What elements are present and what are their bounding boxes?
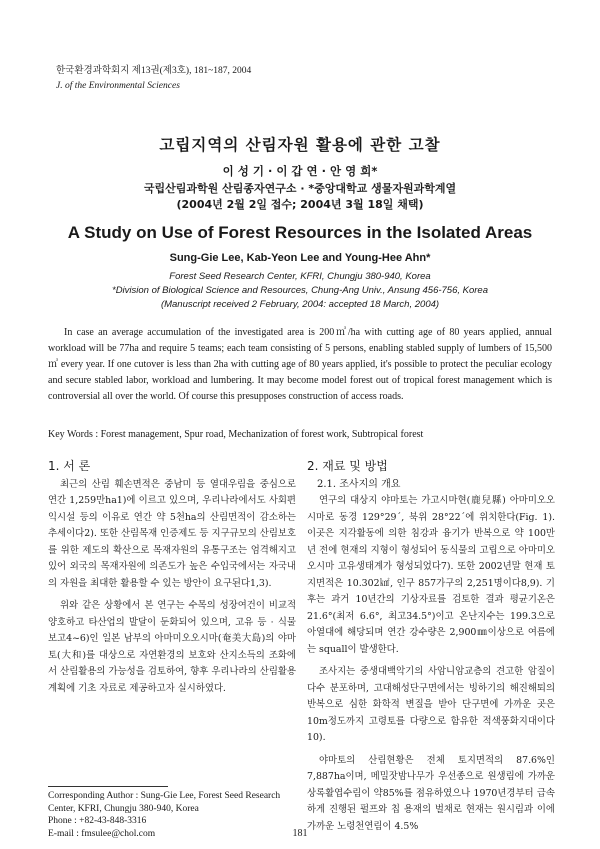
page-number: 181 (292, 828, 308, 839)
manuscript-dates-en: (Manuscript received 2 February, 2004: accepted 18 March, 2004) (160, 299, 440, 310)
footnote-line: Corresponding Author : Sung-Gie Lee, Forest Seed Research Center, KFRI, Chungju 380-940, Korea (48, 791, 281, 814)
intro-paragraph: 위와 같은 상황에서 본 연구는 수목의 성장여건이 비교적 양호하고 타산업의 발달이 둔화되어 있으며, 고유 등 · 식물 보고4~6)인 일본 남부의 아마미오오시마(奄美大島)의 야마토(大和)를 대상으로 자연환경의 보호와 산지소득의 조화에서 산림활용의 가능성을 검토하여, 향후 우리나라의 산림활용계획에 기초 자료로 제공하고자 실시하였다. (48, 600, 296, 694)
authors-kr: 이 성 기 · 이 갑 연 · 안 영 희* (222, 164, 378, 178)
affiliation-kr: 국립산림과학원 산림종자연구소 · *중앙대학교 생물자원과학계열 (143, 182, 457, 195)
footnote-line: E-mail : fmsulee@chol.com (48, 828, 156, 839)
authors-en: Sung-Gie Lee, Kab-Yeon Lee and Young-Hee Ahn* (169, 252, 431, 264)
methods-paragraph: 조사지는 중생대백악기의 사암니암교층의 견고한 암질이 다수 분포하며, 고대해성단구면에서는 빙하기의 해진해퇴의 반복으로 심한 화학적 변질을 받아 단구면에 가까운 곳은 10m정도까지 고령토를 다량으로 함유한 적색풍화지대이다10). (307, 666, 555, 743)
methods-paragraph: 야마토의 산림현황은 전체 토지면적의 87.6%인 7,887ha이며, 메밀잣밤나무가 우선종으로 원생림에 가까운 상록활엽수림이 약85%를 점유하였으나 1970년경부터 급속하게 진행된 펄프와 칩 용재의 벌채로 현재는 원시림과 이에 가까운 노령천연림이 4.5% (307, 754, 555, 832)
section-heading-intro: 1. 서 론 (48, 459, 91, 473)
title-en: A Study on Use of Forest Resources in the Isolated Areas (67, 223, 533, 242)
journal-header (56, 64, 251, 94)
footnote-line: Phone : +82-43-848-3316 (48, 816, 147, 826)
keywords: Key Words : Forest management, Spur road, Mechanization of forest work, Subtropical forest (48, 429, 424, 440)
affiliation-en-2: *Division of Biological Science and Resources, Chung-Ang Univ., Ansung 456-756, Korea (112, 285, 488, 296)
dates-kr: (2004년 2월 2일 접수; 2004년 3월 18일 채택) (176, 198, 424, 211)
methods-paragraph: 연구의 대상지 야마토는 가고시마현(鹿兒縣) 아마미오오시마로 동경 129°29´, 북위 28°22´에 위치한다(Fig. 1). 이곳은 지각활동에 의한 침강과 융기가 반복으로 약 100만 년 전에 현재의 지형이 형성되어 동식물의 고립으로 아마미오오시마 고유생태계가 형성되었다7). 또한 2002년말 현재 토지면적은 10.302㎢, 인구 857가구의 2,251명이다8,9). 기후는 과거 10년간의 기상자료를 검토한 결과 평균기온은 21.6°(최저 6.6°, 최고34.5°)이고 온난지수는 199.3으로 아열대에 해당되며 연간 강수량은 2,900㎜이상으로 여름에는 squall이 발생한다. (307, 495, 555, 655)
intro-paragraph: 최근의 산림 훼손면적은 중남미 등 열대우림을 중심으로 연간 1,259만ha1)에 이르고 있으며, 우리나라에서도 사회편익시설 등의 이유로 연간 약 5천ha의 산림면적이 감소하는 추세이다2). 또한 산림목재 인증제도 등 지구규모의 산림보호를 위한 제도의 확산으로 목재자원의 유통구조는 엄격해지고 있어 외국의 목재자원에 의존도가 높은 수입국에서는 자국내의 자원을 최대한 활용할 수 있는 방안이 요구된다1,3). (48, 478, 296, 589)
left-column (48, 458, 296, 703)
journal-citation-kr: 한국환경과학회지 제13권(제3호), 181~187, 2004 (56, 66, 252, 76)
abstract: In case an average accumulation of the investigated area is 200㎥/ha with cutting age of 80 years applied, annual workload will be 77ha and require 5 teams; each team consisting of 5 persons, enabling stabled supply of lumbers of 15,500㎥ every year. If one cutover is less than 2ha with cutting age of 80 years applied, it's possible to protect the peculiar ecology and secure stabled labor, workload and lumbering. It may become model forest out of tropical forest management which is controversial all over the world. Of course this presupposes construction of access roads. (48, 327, 552, 402)
journal-name-en: J. of the Environmental Sciences (56, 81, 180, 91)
subsection-heading: 2.1. 조사지의 개요 (317, 478, 401, 490)
title-kr: 고립지역의 산림자원 활용에 관한 고찰 (159, 136, 441, 154)
affiliation-en-1: Forest Seed Research Center, KFRI, Chungju 380-940, Korea (169, 271, 431, 282)
right-column (307, 458, 555, 841)
footnote-divider (48, 786, 168, 787)
section-heading-methods: 2. 재료 및 방법 (307, 459, 388, 473)
